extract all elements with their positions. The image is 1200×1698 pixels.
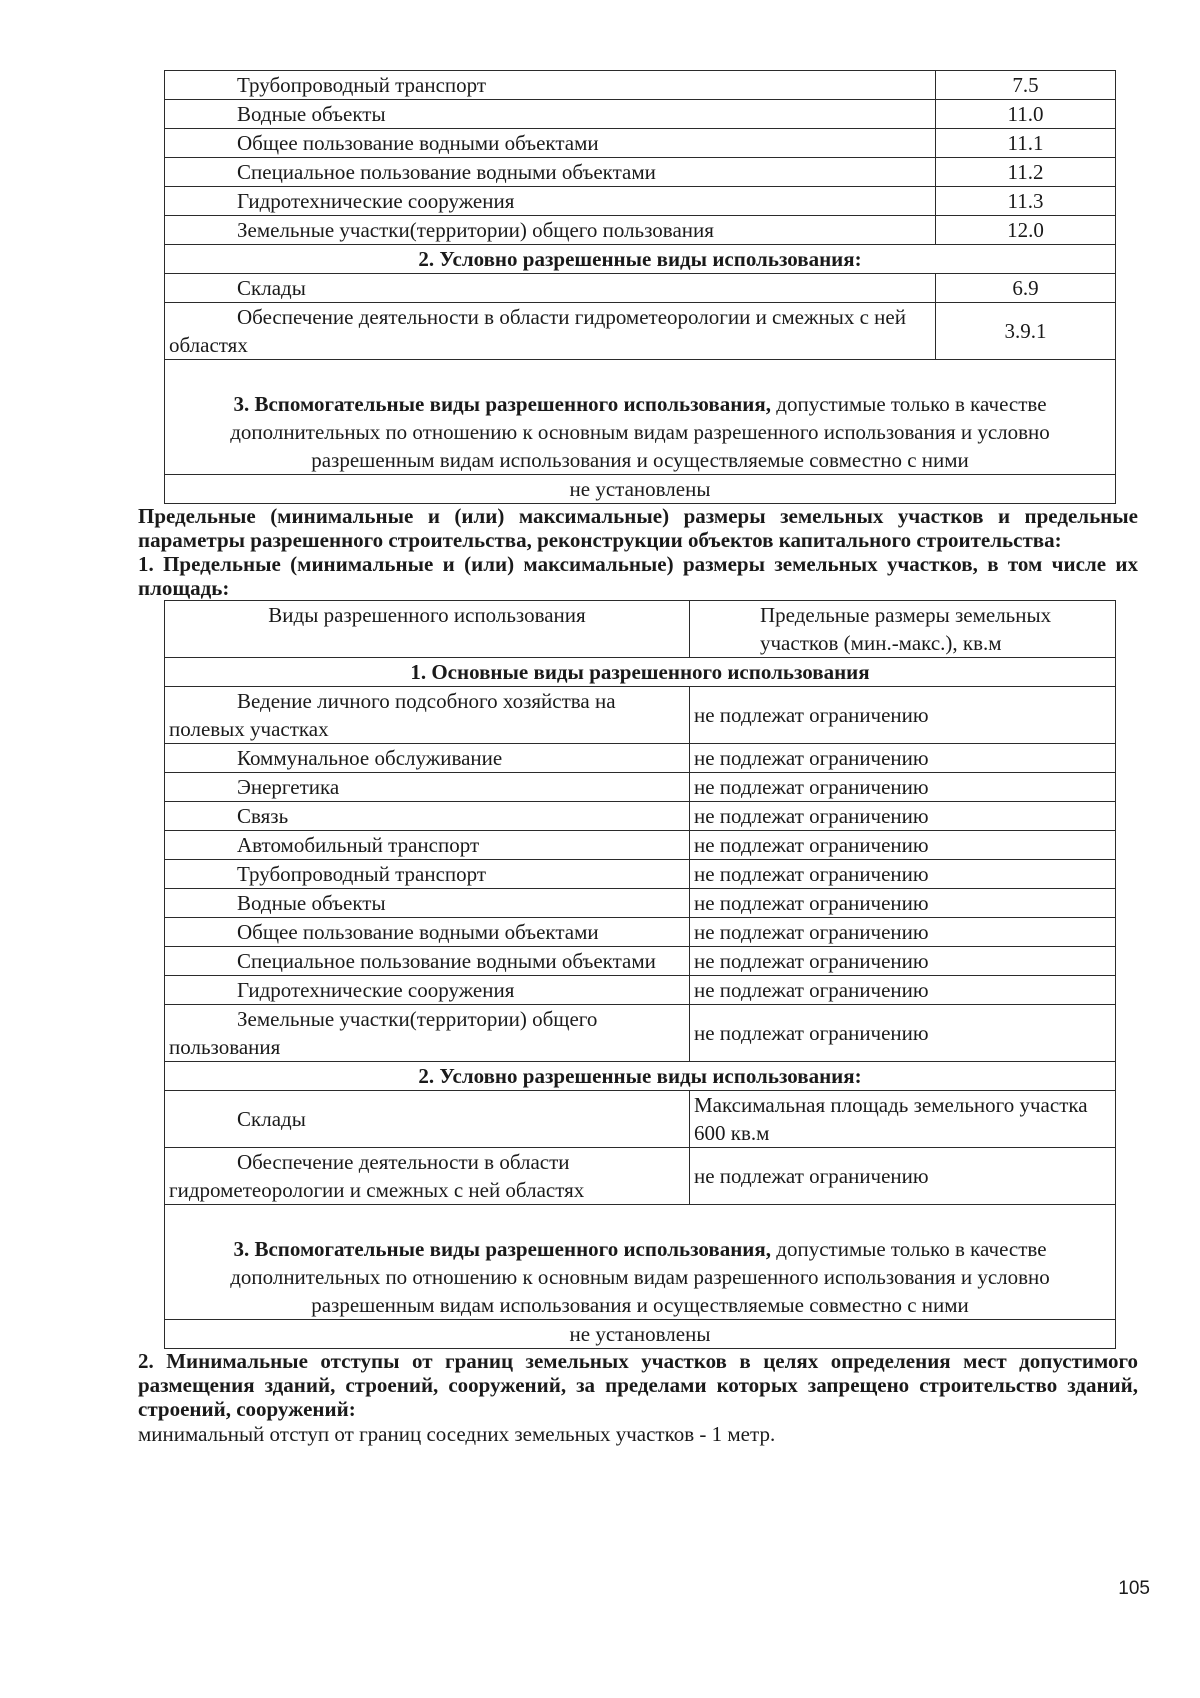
auxiliary-uses-value: не установлены <box>165 1320 1116 1349</box>
document-page <box>138 70 1138 1447</box>
section-title: 2. Условно разрешенные виды использования: <box>165 245 1116 274</box>
use-code-cell: 12.0 <box>936 216 1116 245</box>
auxiliary-uses-text: допустимые только в качестве дополнительных по отношению к основным видам разрешенного использования и условно разрешенным видам использования и осуществляемые совместно с ними <box>230 1237 1050 1317</box>
table-header-row <box>165 601 1116 658</box>
setback-text: минимальный отступ от границ соседних земельных участков - 1 метр. <box>138 1422 776 1446</box>
use-name-cell: Земельные участки(территории) общего пользования <box>165 216 936 245</box>
table-row <box>165 245 1116 274</box>
use-code-cell: 6.9 <box>936 274 1116 303</box>
size-limit-cell: не подлежат ограничению <box>690 889 1116 918</box>
size-limit-cell: не подлежат ограничению <box>690 947 1116 976</box>
table-row <box>165 658 1116 687</box>
table-row <box>165 100 1116 129</box>
use-name-cell: Гидротехнические сооружения <box>165 187 936 216</box>
table-row <box>165 1062 1116 1091</box>
use-name-cell: Водные объекты <box>165 889 690 918</box>
use-name-cell: Энергетика <box>165 773 690 802</box>
table-row <box>165 1091 1116 1148</box>
use-name-cell: Обеспечение деятельности в области гидрометеорологии и смежных с ней областях <box>165 1148 690 1205</box>
table-row <box>165 158 1116 187</box>
use-name-cell: Специальное пользование водными объектами <box>165 158 936 187</box>
size-limit-cell: не подлежат ограничению <box>690 1148 1116 1205</box>
size-limit-cell: не подлежат ограничению <box>690 1005 1116 1062</box>
page-number: 105 <box>1118 1578 1150 1599</box>
auxiliary-uses-cell <box>165 1205 1116 1320</box>
use-name-cell: Водные объекты <box>165 100 936 129</box>
table-row <box>165 773 1116 802</box>
use-name-cell: Связь <box>165 802 690 831</box>
table-row <box>165 274 1116 303</box>
plot-sizes-table <box>164 600 1116 1349</box>
table-row <box>165 918 1116 947</box>
use-code-cell: 7.5 <box>936 71 1116 100</box>
table-row <box>165 860 1116 889</box>
section-title: 1. Основные виды разрешенного использования <box>165 658 1116 687</box>
size-limit-cell: не подлежат ограничению <box>690 860 1116 889</box>
table-row <box>165 744 1116 773</box>
table-row <box>165 1148 1116 1205</box>
auxiliary-uses-title: 3. Вспомогательные виды разрешенного использования, <box>233 1237 772 1261</box>
use-name-cell: Автомобильный транспорт <box>165 831 690 860</box>
table-row <box>165 802 1116 831</box>
auxiliary-uses-title: 3. Вспомогательные виды разрешенного использования, <box>233 392 772 416</box>
table-row <box>165 1205 1116 1320</box>
table-row <box>165 475 1116 504</box>
setbacks-heading: 2. Минимальные отступы от границ земельных участков в целях определения мест допустимого размещения зданий, строений, сооружений, за пределами которых запрещено строительство зданий, строений, сооружений: <box>138 1349 1138 1421</box>
use-code-cell: 11.1 <box>936 129 1116 158</box>
limits-heading: Предельные (минимальные и (или) максимальные) размеры земельных участков и предельные параметры разрешенного строительства, реконструкции объектов капитального строительства: <box>138 504 1138 552</box>
table-row <box>165 889 1116 918</box>
size-limit-cell: не подлежат ограничению <box>690 831 1116 860</box>
auxiliary-uses-value: не установлены <box>165 475 1116 504</box>
use-name-cell: Коммунальное обслуживание <box>165 744 690 773</box>
use-name-cell: Общее пользование водными объектами <box>165 129 936 158</box>
table-row <box>165 1005 1116 1062</box>
table-row <box>165 71 1116 100</box>
use-code-cell: 11.3 <box>936 187 1116 216</box>
use-name-cell: Склады <box>165 274 936 303</box>
auxiliary-uses-text: допустимые только в качестве дополнительных по отношению к основным видам разрешенного использования и условно разрешенным видам использования и осуществляемые совместно с ними <box>230 392 1050 472</box>
size-limit-cell: Максимальная площадь земельного участка 600 кв.м <box>690 1091 1116 1148</box>
permitted-uses-table <box>164 70 1116 504</box>
size-limit-cell: не подлежат ограничению <box>690 802 1116 831</box>
use-code-cell: 3.9.1 <box>936 303 1116 360</box>
table-row <box>165 687 1116 744</box>
size-limit-cell: не подлежат ограничению <box>690 687 1116 744</box>
column-header-sizes: Предельные размеры земельных участков (мин.-макс.), кв.м <box>690 601 1116 658</box>
use-name-cell: Трубопроводный транспорт <box>165 860 690 889</box>
size-limit-cell: не подлежат ограничению <box>690 773 1116 802</box>
table-row <box>165 187 1116 216</box>
section-title: 2. Условно разрешенные виды использования: <box>165 1062 1116 1091</box>
size-limit-cell: не подлежат ограничению <box>690 744 1116 773</box>
table-row <box>165 216 1116 245</box>
sizes-heading: 1. Предельные (минимальные и (или) максимальные) размеры земельных участков, в том числе их площадь: <box>138 552 1138 600</box>
table-row <box>165 976 1116 1005</box>
auxiliary-uses-cell <box>165 360 1116 475</box>
use-name-cell: Склады <box>165 1091 690 1148</box>
use-name-cell: Обеспечение деятельности в области гидрометеорологии и смежных с ней областях <box>165 303 936 360</box>
use-code-cell: 11.2 <box>936 158 1116 187</box>
use-name-cell: Общее пользование водными объектами <box>165 918 690 947</box>
table-row <box>165 947 1116 976</box>
use-name-cell: Земельные участки(территории) общего пользования <box>165 1005 690 1062</box>
size-limit-cell: не подлежат ограничению <box>690 918 1116 947</box>
column-header-uses: Виды разрешенного использования <box>165 601 690 658</box>
use-code-cell: 11.0 <box>936 100 1116 129</box>
table-row <box>165 129 1116 158</box>
table-row <box>165 360 1116 475</box>
table-row <box>165 1320 1116 1349</box>
use-name-cell: Гидротехнические сооружения <box>165 976 690 1005</box>
size-limit-cell: не подлежат ограничению <box>690 976 1116 1005</box>
table-row <box>165 831 1116 860</box>
use-name-cell: Специальное пользование водными объектами <box>165 947 690 976</box>
table-row <box>165 303 1116 360</box>
use-name-cell: Трубопроводный транспорт <box>165 71 936 100</box>
use-name-cell: Ведение личного подсобного хозяйства на полевых участках <box>165 687 690 744</box>
